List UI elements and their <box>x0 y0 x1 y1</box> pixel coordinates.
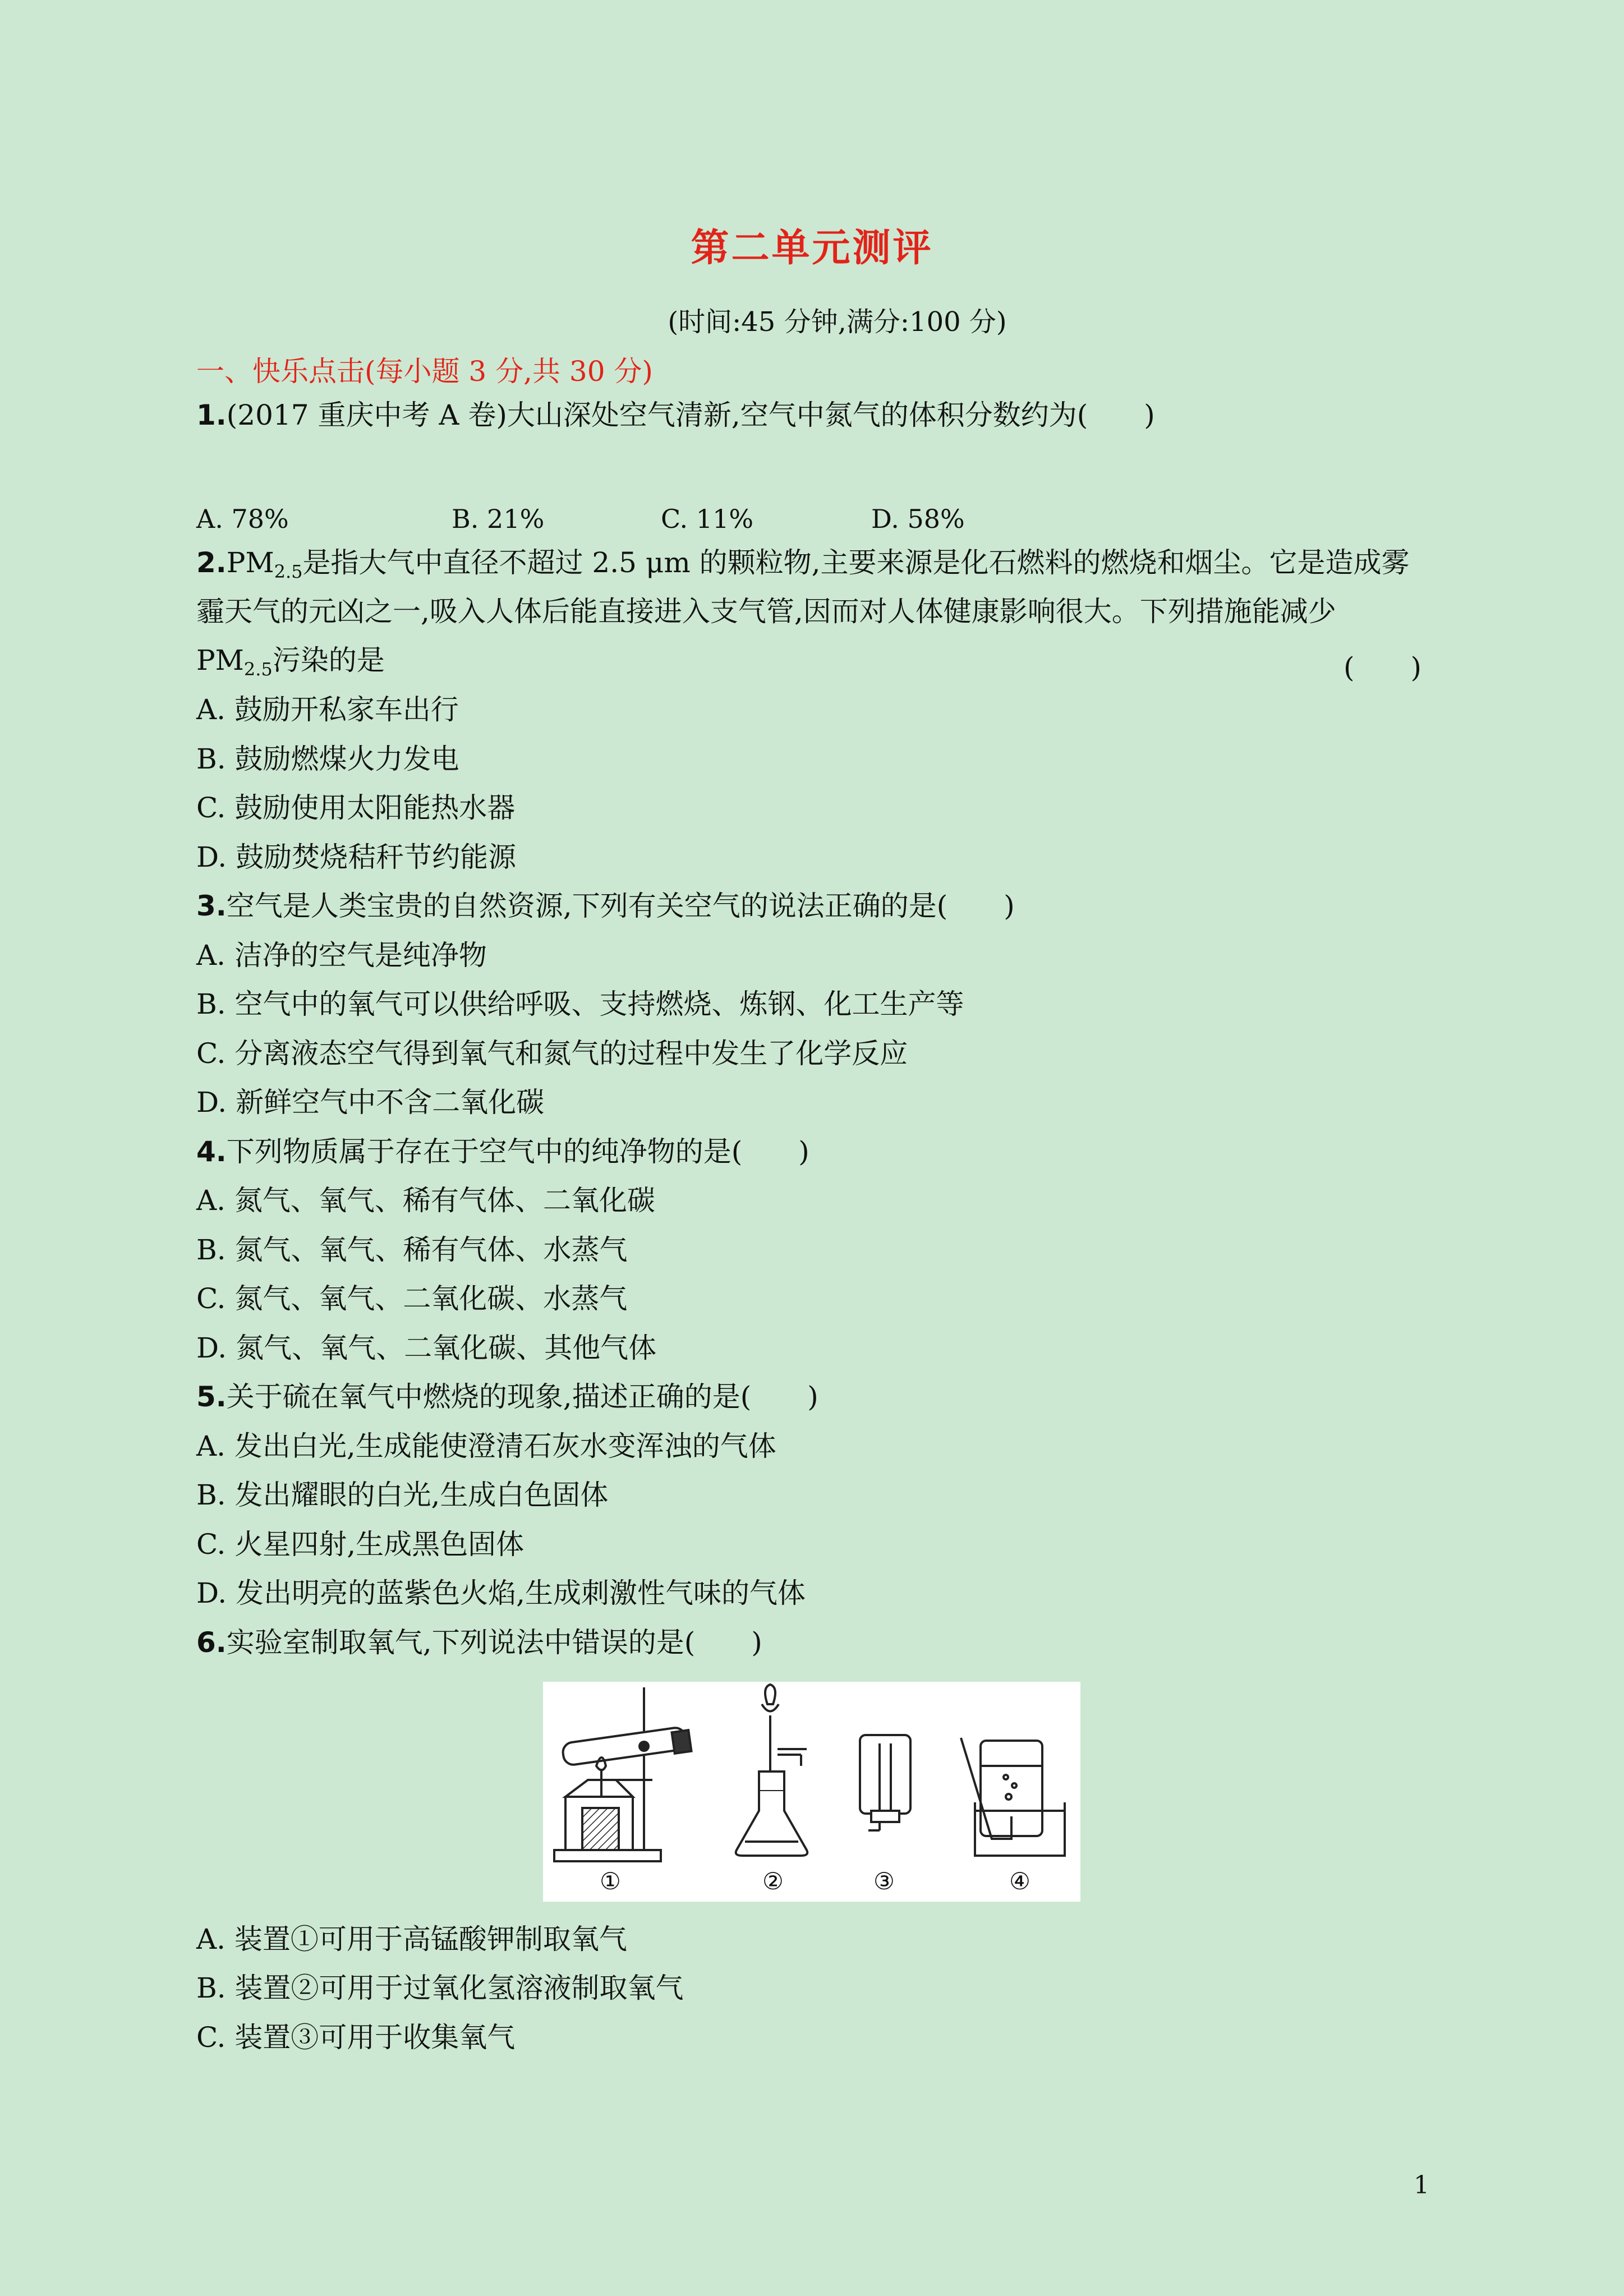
option-a: A. 氮气、氧气、稀有气体、二氧化碳 <box>196 1184 655 1217</box>
question-3 <box>196 892 1015 920</box>
page-title: 第二单元测评 <box>691 226 933 270</box>
option-b: B. 鼓励燃煤火力发电 <box>196 743 459 775</box>
question-number: 2. <box>196 546 227 579</box>
question-number: 5. <box>196 1381 227 1413</box>
question-2-line-3 <box>196 646 385 678</box>
figure-label-1: ① <box>600 1867 621 1895</box>
option-b: B. 装置②可用于过氧化氢溶液制取氧气 <box>196 1972 684 2004</box>
question-text: 关于硫在氧气中燃烧的现象,描述正确的是( ) <box>226 1381 818 1413</box>
apparatus-figure <box>543 1682 1080 1902</box>
option-c: C. 11% <box>661 504 754 534</box>
question-text: 实验室制取氧气,下列说法中错误的是( ) <box>226 1626 762 1659</box>
section-heading: 一、快乐点击(每小题 3 分,共 30 分) <box>196 355 653 388</box>
apparatus-2-drawing <box>736 1685 808 1856</box>
answer-bracket: ( ) <box>1344 651 1422 684</box>
figure-label-2: ② <box>762 1867 784 1895</box>
question-text: 是指大气中直径不超过 2.5 μm 的颗粒物,主要来源是化石燃料的燃烧和烟尘。它是造成雾 <box>302 546 1410 579</box>
option-d: D. 氮气、氧气、二氧化碳、其他气体 <box>196 1332 657 1364</box>
option-c: C. 装置③可用于收集氧气 <box>196 2021 516 2054</box>
question-number: 6. <box>196 1626 227 1659</box>
option-a: A. 装置①可用于高锰酸钾制取氧气 <box>196 1923 627 1955</box>
page-number: 1 <box>1414 2171 1429 2200</box>
option-c: C. 火星四射,生成黑色固体 <box>196 1528 525 1561</box>
option-a: A. 发出白光,生成能使澄清石灰水变浑浊的气体 <box>196 1430 776 1462</box>
question-2-line-2: 霾天气的元凶之一,吸入人体后能直接进入支气管,因而对人体健康影响很大。下列措施能减少 <box>196 595 1336 628</box>
question-text: 污染的是 <box>272 644 385 677</box>
option-b: B. 空气中的氧气可以供给呼吸、支持燃烧、炼钢、化工生产等 <box>196 988 964 1020</box>
question-6 <box>196 1628 762 1657</box>
option-b: B. 氮气、氧气、稀有气体、水蒸气 <box>196 1234 628 1266</box>
pm-subscript: 2.5 <box>274 561 303 582</box>
pm-label: PM <box>196 644 244 677</box>
question-1 <box>196 401 1155 429</box>
apparatus-4-drawing <box>961 1738 1065 1856</box>
option-c: C. 分离液态空气得到氧气和氮气的过程中发生了化学反应 <box>196 1037 908 1070</box>
pm-subscript: 2.5 <box>243 659 273 680</box>
option-b: B. 21% <box>452 504 545 534</box>
option-d: D. 新鲜空气中不含二氧化碳 <box>196 1086 545 1119</box>
option-d: D. 发出明亮的蓝紫色火焰,生成刺激性气味的气体 <box>196 1577 806 1609</box>
option-b: B. 发出耀眼的白光,生成白色固体 <box>196 1479 609 1511</box>
option-a: A. 78% <box>196 504 289 534</box>
figure-label-4: ④ <box>1009 1867 1030 1895</box>
question-number: 4. <box>196 1135 227 1168</box>
apparatus-3-drawing <box>860 1735 910 1830</box>
figure-label-3: ③ <box>873 1867 895 1895</box>
option-d: D. 58% <box>871 504 965 534</box>
option-a: A. 鼓励开私家车出行 <box>196 693 459 726</box>
pm-label: PM <box>226 546 274 579</box>
question-4 <box>196 1135 809 1168</box>
question-text: (2017 重庆中考 A 卷)大山深处空气清新,空气中氮气的体积分数约为( ) <box>226 399 1155 431</box>
question-text: 下列物质属于存在于空气中的纯净物的是( ) <box>226 1135 809 1168</box>
option-c: C. 氮气、氧气、二氧化碳、水蒸气 <box>196 1282 628 1315</box>
apparatus-1-drawing <box>554 1687 691 1861</box>
question-number: 3. <box>196 890 227 922</box>
option-a: A. 洁净的空气是纯净物 <box>196 939 487 972</box>
question-2 <box>196 546 1410 582</box>
question-number: 1. <box>196 399 227 431</box>
option-c: C. 鼓励使用太阳能热水器 <box>196 792 516 824</box>
exam-info: (时间:45 分钟,满分:100 分) <box>668 306 1007 338</box>
question-text: 空气是人类宝贵的自然资源,下列有关空气的说法正确的是( ) <box>226 890 1015 922</box>
question-5 <box>196 1383 818 1411</box>
option-d: D. 鼓励焚烧秸秆节约能源 <box>196 841 517 873</box>
